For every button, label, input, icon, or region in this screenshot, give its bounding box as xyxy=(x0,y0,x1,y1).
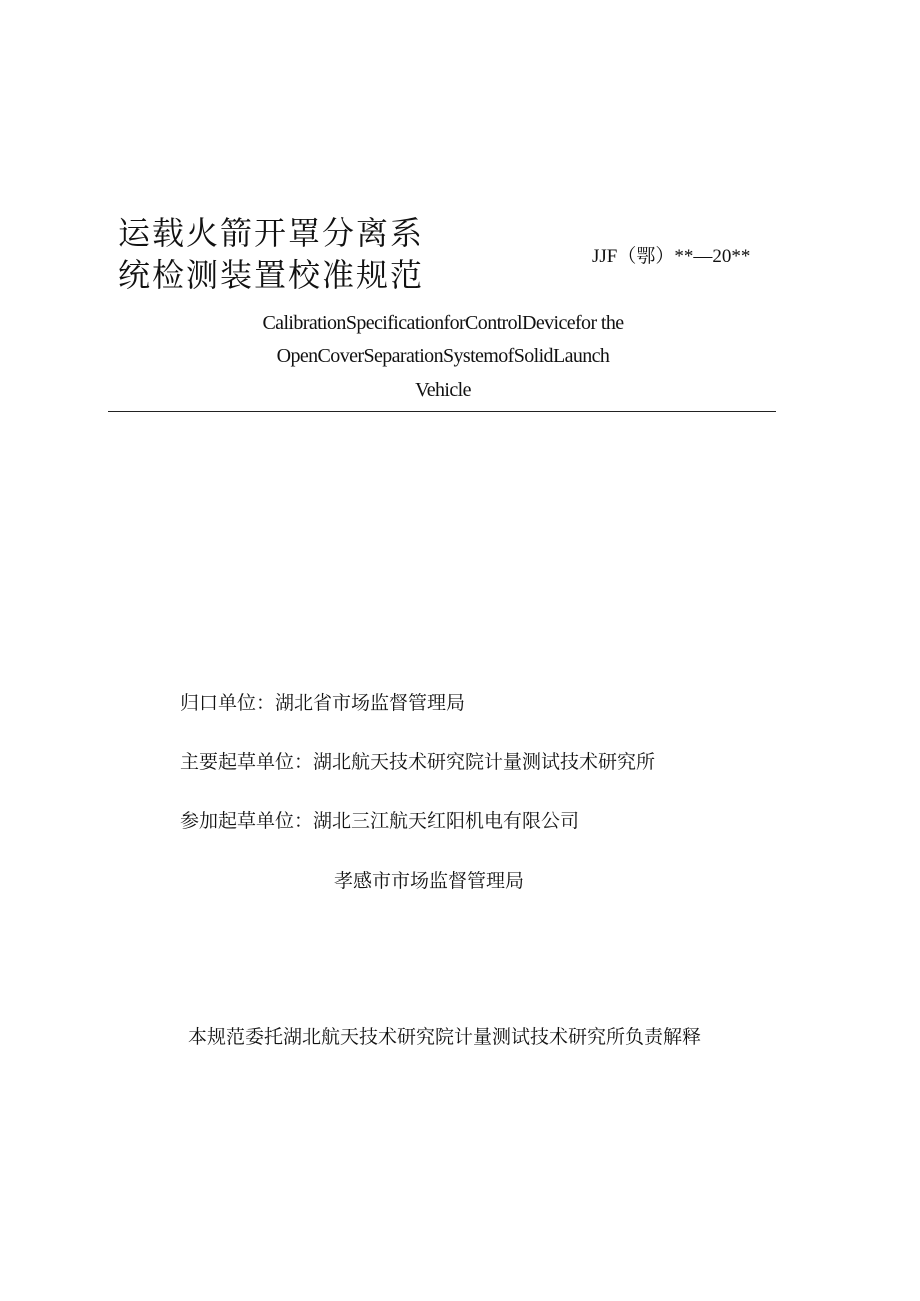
main-drafting-unit: 主要起草单位：湖北航天技术研究院计量测试技术研究所 xyxy=(180,751,656,773)
responsible-unit: 归口单位：湖北省市场监督管理局 xyxy=(180,692,466,714)
chinese-title-line-1: 运载火箭开罩分离系 xyxy=(118,214,425,252)
chinese-title-line-2: 统检测装置校准规范 xyxy=(118,256,425,294)
participating-drafting-unit: 参加起草单位：湖北三江航天红阳机电有限公司 xyxy=(180,810,580,832)
specification-code: JJF（鄂）**—20** xyxy=(592,246,751,267)
english-title-line-3: Vehicle xyxy=(415,379,471,401)
english-title-line-2: OpenCoverSeparationSystemofSolidLaunch xyxy=(276,345,610,367)
interpretation-note: 本规范委托湖北航天技术研究院计量测试技术研究所负责解释 xyxy=(188,1026,702,1048)
participating-drafting-unit-2: 孝感市市场监督管理局 xyxy=(334,870,525,892)
title-divider xyxy=(108,411,776,412)
english-title-line-1: CalibrationSpecificationforControlDevicefor the xyxy=(262,312,624,334)
